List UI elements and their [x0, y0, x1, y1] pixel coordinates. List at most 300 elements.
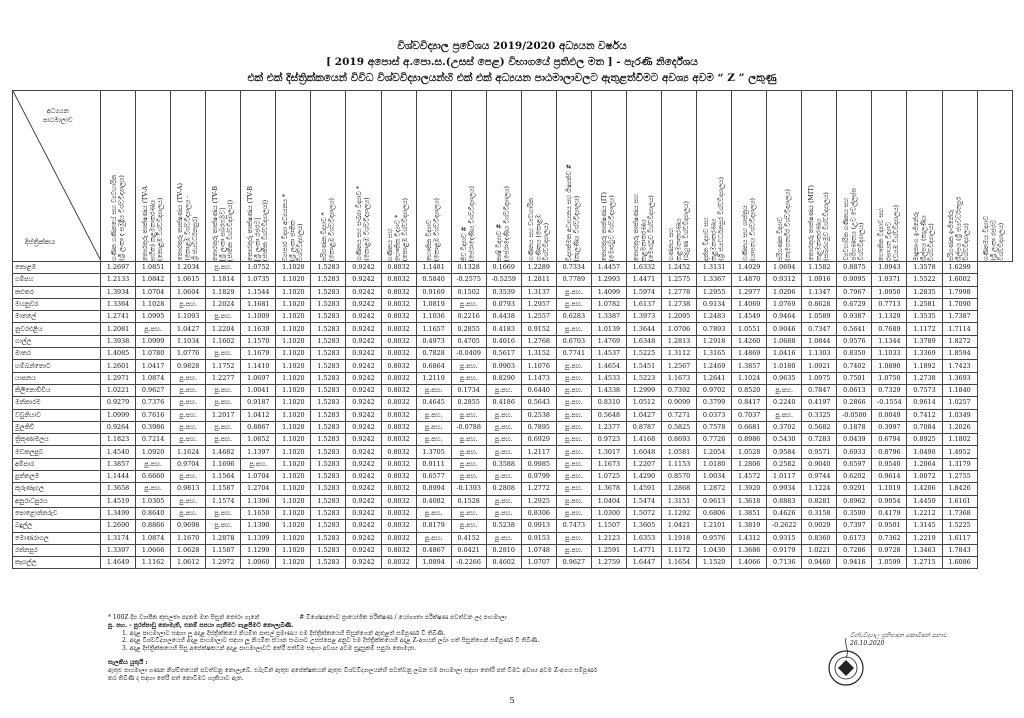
z-score-cell: 1.1802 [942, 434, 977, 446]
z-score-cell: 0.5840 [416, 274, 451, 286]
z-score-cell: පු.පහ. [451, 372, 486, 384]
z-score-cell: 0.9464 [767, 311, 802, 323]
z-score-cell: 1.7387 [942, 311, 977, 323]
z-score-cell: පු.පහ. [451, 446, 486, 458]
z-score-cell: 0.8796 [872, 446, 907, 458]
z-score-cell: 0.4186 [486, 397, 521, 409]
z-score-cell: 1.0842 [136, 274, 171, 286]
z-score-cell: 0.9571 [802, 446, 837, 458]
z-score-cell: 1.4591 [626, 483, 661, 495]
z-score-cell: 0.8032 [381, 495, 416, 507]
z-score-cell: 1.4206 [907, 483, 942, 495]
column-header-label: තොරතුරු තාක්ෂණය (TV-A සහිත) කළමනාකරණය (කොළඹ විශ්වවිද්‍යාලය) [141, 185, 164, 261]
z-score-cell: 0.9169 [416, 286, 451, 298]
z-score-cell: 1.5283 [311, 446, 346, 458]
z-score-cell: 1.1624 [171, 446, 206, 458]
z-score-cell: 0.7573 [907, 384, 942, 396]
z-score-cell: 1.0769 [767, 298, 802, 310]
z-score-cell: 0.9584 [767, 446, 802, 458]
z-score-cell: 0.9242 [346, 372, 381, 384]
z-score-cell: 1.0371 [872, 274, 907, 286]
column-header-label: ගණිත ගණිතයේ සහ ව්‍යවහාරික (ශ්‍රී ලංකා ද සමුද්‍රීය විශ්වවිද්‍යාලය) [110, 175, 126, 261]
column-header [591, 91, 626, 262]
district-name: කුරුණෑගල [13, 483, 101, 495]
z-score-cell: 1.1019 [872, 483, 907, 495]
z-score-cell: 0.8693 [662, 434, 697, 446]
z-score-cell: 0.9702 [697, 384, 732, 396]
z-score-cell: 1.4769 [591, 335, 626, 347]
z-score-cell: 1.6117 [942, 532, 977, 544]
z-score-cell: පු.පහ. [556, 397, 591, 409]
z-score-cell: 0.9242 [346, 348, 381, 360]
z-score-cell: 1.5283 [311, 421, 346, 433]
z-score-cell: 0.8032 [381, 384, 416, 396]
z-score-cell: 0.8032 [381, 446, 416, 458]
z-score-cell: 1.3499 [101, 507, 136, 519]
commission-seal-icon [826, 638, 868, 690]
z-score-cell: 0.6173 [837, 532, 872, 544]
z-score-cell: 0.7828 [416, 348, 451, 360]
table-row [13, 471, 1013, 483]
z-score-cell: 1.1020 [276, 274, 311, 286]
z-score-cell: 1.0704 [241, 471, 276, 483]
z-score-cell: 1.6447 [626, 557, 661, 569]
z-score-cell: 1.5283 [311, 397, 346, 409]
district-name: මොණරාගල [13, 532, 101, 544]
z-score-cell: 1.2483 [697, 311, 732, 323]
z-score-cell: 1.2591 [591, 544, 626, 556]
z-score-cell: 1.1028 [136, 298, 171, 310]
z-score-cell: 0.9312 [767, 274, 802, 286]
column-header-label: ගණිතය සහ භෞතික විද්‍යාව * (කොළඹ විශ්වවිද්‍යාලය) [387, 197, 410, 261]
z-score-cell: 0.9576 [837, 335, 872, 347]
z-score-cell: 0.9635 [767, 372, 802, 384]
corner-header-cell [13, 91, 101, 262]
z-score-cell: 1.5223 [626, 372, 661, 384]
z-score-cell: 0.7789 [556, 274, 591, 286]
z-score-cell: පු.පහ. [556, 495, 591, 507]
z-score-cell: පු.පහ. [486, 532, 521, 544]
z-score-cell: 0.6729 [837, 298, 872, 310]
z-score-cell: 0.6577 [416, 471, 451, 483]
z-score-cell: 1.2119 [416, 372, 451, 384]
z-score-cell: 0.6703 [556, 335, 591, 347]
district-name: හම්බන්තොට [13, 360, 101, 372]
z-score-cell: 0.5643 [521, 397, 556, 409]
z-score-cell: පු.පහ. [556, 286, 591, 298]
column-header [942, 91, 977, 262]
column-header-label: ගණිතය සහ ව්‍යවහාරික ගණිතය (කොළඹ විශ්වවිද්‍යාලය) [527, 198, 550, 261]
column-header-label: ගණිතමය විද්‍යාව (ශ්‍රී ලංකා රජරට විශ්වවිද්‍යාලය) [983, 216, 1006, 261]
z-score-cell: 0.7084 [907, 421, 942, 433]
z-score-cell: 1.0180 [767, 360, 802, 372]
z-score-cell: පු.පහ. [486, 471, 521, 483]
z-score-cell: 1.0512 [626, 397, 661, 409]
z-score-cell: 0.7689 [872, 323, 907, 335]
z-score-cell: පු.පහ. [767, 384, 802, 396]
z-score-cell: 1.1020 [276, 298, 311, 310]
z-score-cell: 1.0851 [136, 262, 171, 274]
z-score-cell: 1.0852 [241, 434, 276, 446]
z-score-cell: 0.9242 [346, 434, 381, 446]
z-score-cell: -0.1554 [872, 397, 907, 409]
z-score-cell: 1.1020 [276, 544, 311, 556]
column-header [662, 91, 697, 262]
z-score-cell: 0.8570 [662, 471, 697, 483]
z-score-cell: 0.8875 [837, 262, 872, 274]
column-header [451, 91, 486, 262]
z-score-cell: 1.2778 [662, 286, 697, 298]
z-score-cell: 1.2972 [206, 557, 241, 569]
abbreviation-note: පු. පහ. - පුරප්පාඩු නොමැති, එනම් සපයා ගැනීමට ගැළපීමට නොලැබිණි. [108, 621, 294, 629]
column-header [101, 91, 136, 262]
table-row [13, 384, 1013, 396]
z-score-cell: 0.7376 [136, 397, 171, 409]
z-score-cell: 0.7895 [521, 421, 556, 433]
z-score-cell: 1.5522 [907, 274, 942, 286]
z-score-cell: 0.7271 [662, 409, 697, 421]
z-score-cell: 1.0752 [241, 262, 276, 274]
z-score-cell: 0.9242 [346, 507, 381, 519]
z-score-cell: 0.8994 [416, 483, 451, 495]
district-name: බදුල්ල [13, 520, 101, 532]
z-score-cell: 1.3693 [942, 372, 977, 384]
z-score-cell: 1.2101 [697, 520, 732, 532]
z-score-cell: 1.2557 [521, 311, 556, 323]
signature-date: 26.10.2020 [850, 640, 885, 647]
z-score-cell: 1.5283 [311, 335, 346, 347]
z-score-cell: 1.4549 [732, 311, 767, 323]
z-score-cell: 1.4519 [101, 495, 136, 507]
district-name: කොළඹ [13, 262, 101, 274]
column-header [872, 91, 907, 262]
table-row [13, 323, 1013, 335]
z-score-cell: 0.9242 [346, 532, 381, 544]
z-score-cell: 1.5283 [311, 483, 346, 495]
z-score-cell: 0.8032 [381, 507, 416, 519]
z-score-cell: පු.පහ. [206, 262, 241, 274]
z-score-cell: 0.7402 [837, 360, 872, 372]
z-score-cell: 1.1020 [276, 348, 311, 360]
z-score-cell: 1.1020 [276, 471, 311, 483]
z-score-cell: පු.පහ. [136, 323, 171, 335]
z-score-cell: 0.7616 [136, 409, 171, 421]
z-score-cell: 1.5283 [311, 507, 346, 519]
z-score-cell: 1.1399 [241, 532, 276, 544]
z-score-cell: 1.2452 [662, 262, 697, 274]
z-score-cell: පු.පහ. [486, 421, 521, 433]
z-score-cell: 1.1564 [206, 471, 241, 483]
z-score-cell: 1.0072 [907, 471, 942, 483]
z-score-cell: පු.පහ. [206, 311, 241, 323]
z-score-cell: 0.7578 [697, 421, 732, 433]
column-header [697, 91, 732, 262]
z-score-cell: 1.1650 [241, 507, 276, 519]
z-score-cell: 1.2133 [101, 274, 136, 286]
district-name: මන්නාරම [13, 397, 101, 409]
table-row [13, 507, 1013, 519]
z-score-cell: පු.පහ. [171, 495, 206, 507]
z-score-cell: 0.9242 [346, 557, 381, 569]
z-score-cell: 0.9187 [241, 397, 276, 409]
table-row [13, 409, 1013, 421]
important-line-2: කර තිබිණි ද සඳහා තේරී පත් නොවීමට හැකියාව ඇත. [108, 674, 244, 682]
z-score-cell: 0.9111 [416, 458, 451, 470]
z-score-cell: 1.5283 [311, 360, 346, 372]
z-score-cell: 1.0412 [241, 409, 276, 421]
z-score-cell: 1.5283 [311, 532, 346, 544]
z-score-cell: 0.9242 [346, 384, 381, 396]
z-score-cell: 1.1520 [697, 557, 732, 569]
z-score-cell: 1.2026 [942, 421, 977, 433]
z-score-cell: 1.3364 [101, 298, 136, 310]
z-score-cell: 0.7362 [872, 532, 907, 544]
z-score-cell: 1.0498 [907, 446, 942, 458]
z-score-cell: 0.9242 [346, 335, 381, 347]
z-score-cell: 0.9040 [802, 458, 837, 470]
z-score-cell: 0.3158 [802, 507, 837, 519]
z-score-cell: 0.8032 [381, 483, 416, 495]
z-score-cell: 1.3851 [732, 507, 767, 519]
z-score-cell: 0.9460 [802, 557, 837, 569]
z-score-cell: 1.5474 [626, 495, 661, 507]
z-score-cell: 0.7713 [872, 298, 907, 310]
table-row [13, 348, 1013, 360]
z-score-cell: පු.පහ. [416, 532, 451, 544]
z-score-cell: 1.7423 [942, 360, 977, 372]
z-score-cell: 1.5451 [626, 360, 661, 372]
z-score-cell: 0.8032 [381, 397, 416, 409]
column-header-label: පරිගණක විද්‍යාව * (කොළඹ විශ්වවිද්‍යාලය) [320, 197, 336, 261]
z-score-cell: 1.2715 [907, 557, 942, 569]
z-score-cell: 1.1673 [591, 458, 626, 470]
z-score-cell: පු.පහ. [136, 483, 171, 495]
z-score-cell: 1.0694 [767, 262, 802, 274]
z-score-cell: 1.1582 [802, 262, 837, 274]
z-score-cell: පු.පහ. [556, 372, 591, 384]
z-score-cell: 0.8032 [381, 532, 416, 544]
z-score-cell: 0.4626 [767, 507, 802, 519]
table-row [13, 446, 1013, 458]
z-score-cell: පු.පහ. [556, 532, 591, 544]
district-name: මුලතිව් [13, 421, 101, 433]
z-score-cell: 0.4438 [486, 311, 521, 323]
z-score-cell: 1.2925 [521, 495, 556, 507]
z-score-cell: 0.6597 [837, 458, 872, 470]
z-score-cell: 0.2538 [521, 409, 556, 421]
z-score-cell: 1.1009 [241, 311, 276, 323]
z-score-cell: පු.පහ. [486, 507, 521, 519]
z-score-cell: 1.4260 [732, 335, 767, 347]
z-score-cell: 1.1020 [276, 520, 311, 532]
z-score-cell: 1.3857 [101, 458, 136, 470]
table-row [13, 335, 1013, 347]
column-header-label: තොරතුරු තාක්ෂණය (TV-B [ශ්‍රී ලංකා රජරට] (ජාතික විශ්වවිද්‍යාලය)) [247, 185, 270, 261]
z-score-cell: 1.2738 [662, 298, 697, 310]
column-header-label: දත්ත විද්‍යාව සහ කළමනාකරණය (ශ්‍රී ජයවර්ධනපුර විශ්වවිද්‍යාලය) [702, 177, 725, 261]
z-score-cell: 1.0139 [591, 323, 626, 335]
z-score-cell: 0.9046 [767, 323, 802, 335]
z-score-cell: පු.පහ. [556, 421, 591, 433]
title-line-3: එක් එක් දිස්ත්‍රික්කයෙන් විවිධ විශ්වවිද්‍යාලයන්හි එක් එක් අධ්‍යයන පාඨමාලාවලට ඇතුළත්වීමට අවශ්‍ය අවම “ Z ” ලකුණු [247, 72, 777, 84]
z-score-cell: 1.7998 [942, 286, 977, 298]
z-score-cell: 1.6161 [942, 495, 977, 507]
z-score-cell: 1.5283 [311, 262, 346, 274]
z-score-cell: 0.9242 [346, 471, 381, 483]
z-score-cell: 1.2957 [521, 298, 556, 310]
z-score-cell: 0.9264 [101, 421, 136, 433]
z-score-cell: 1.3369 [907, 348, 942, 360]
z-score-cell: 0.9242 [346, 458, 381, 470]
z-score-cell: 0.9099 [662, 397, 697, 409]
z-score-cell: 0.9242 [346, 520, 381, 532]
z-score-cell: 1.4168 [626, 434, 661, 446]
column-header-label: ජීව විද්‍යාව # (පේරාදෙණිය විශ්වවිද්‍යාලය) [461, 185, 476, 261]
column-header [346, 91, 381, 262]
z-score-cell: 0.9134 [697, 298, 732, 310]
z-score-cell: පු.පහ. [556, 544, 591, 556]
z-score-cell: 0.2240 [767, 397, 802, 409]
z-score-cell: 1.2993 [591, 274, 626, 286]
z-score-cell: 1.3112 [662, 348, 697, 360]
z-score-cell: 0.8986 [732, 434, 767, 446]
z-score-cell: 1.1020 [276, 397, 311, 409]
z-score-cell: 1.5283 [311, 384, 346, 396]
z-score-cell: 0.6794 [872, 434, 907, 446]
z-score-cell: 0.0613 [837, 384, 872, 396]
z-score-cell: පු.පහ. [556, 298, 591, 310]
district-name: කළුතර [13, 286, 101, 298]
z-score-cell: පු.පහ. [171, 298, 206, 310]
column-header-label: තොරතුරු තාක්ෂණය (TV-B [ශ්‍රී ලංකා සබරගමුව] (ජාතික විශ්වවිද්‍යාලය)) [211, 185, 234, 261]
z-score-cell: 0.2216 [451, 311, 486, 323]
district-name: රත්නපුර [13, 544, 101, 556]
z-score-cell: 1.1570 [241, 335, 276, 347]
z-score-cell: 1.2212 [907, 507, 942, 519]
z-score-cell: පු.පහ. [556, 360, 591, 372]
z-score-cell: 1.3973 [626, 311, 661, 323]
z-score-cell: 1.2377 [591, 421, 626, 433]
z-score-cell: 0.9291 [837, 483, 872, 495]
z-score-cell: 1.8426 [942, 483, 977, 495]
z-score-cell: 1.0920 [136, 446, 171, 458]
column-header [276, 91, 311, 262]
z-score-cell: 0.8032 [381, 372, 416, 384]
z-score-cell: 1.4537 [591, 348, 626, 360]
z-score-cell: 1.1162 [136, 557, 171, 569]
z-score-cell: පු.පහ. [171, 471, 206, 483]
column-header [907, 91, 942, 262]
z-score-cell: 0.8032 [381, 434, 416, 446]
z-score-cell: 0.8032 [381, 458, 416, 470]
z-score-cell: 1.1020 [276, 495, 311, 507]
z-score-cell: 1.2872 [697, 483, 732, 495]
z-score-cell: 1.6002 [942, 274, 977, 286]
z-score-cell: 0.9501 [872, 520, 907, 532]
z-score-cell: 1.0960 [241, 557, 276, 569]
z-score-cell: 0.9614 [872, 471, 907, 483]
district-name: ත්‍රිකුණාමලය [13, 434, 101, 446]
z-score-cell: 0.7347 [802, 323, 837, 335]
z-score-cell: 1.5283 [311, 274, 346, 286]
z-score-cell: 1.1172 [662, 544, 697, 556]
note-1: 1. අදාළ පාඨමාලාව සඳහා ලූ අදාළ දිස්ත්‍රික්කයේ නියමිත පාසල් ප්‍රමාණය එම දිස්ත්‍රික්කයෙහි සිසුන්ගෙන් ඇතුළත් සම්පූර්ණ වී තිබිණි. [122, 629, 446, 637]
z-score-cell: 0.0049 [872, 409, 907, 421]
z-score-cell: 1.0750 [872, 372, 907, 384]
table-row [13, 274, 1013, 286]
z-score-cell: 1.5283 [311, 557, 346, 569]
z-score-cell: 0.4973 [416, 335, 451, 347]
z-score-cell: 0.8867 [241, 421, 276, 433]
column-header [311, 91, 346, 262]
z-score-cell: 0.9152 [521, 323, 556, 335]
column-header [767, 91, 802, 262]
z-score-cell: -0.2266 [451, 557, 486, 569]
z-score-cell: 0.9913 [521, 520, 556, 532]
z-score-cell: පු.පහ. [416, 507, 451, 519]
z-score-cell: 0.6864 [416, 360, 451, 372]
z-score-cell: 1.1823 [101, 434, 136, 446]
z-score-cell: 0.8306 [521, 507, 556, 519]
z-score-cell: 1.1020 [276, 421, 311, 433]
z-score-cell: 0.8883 [767, 495, 802, 507]
z-score-cell: පු.පහ. [171, 372, 206, 384]
z-score-cell: 1.0995 [136, 311, 171, 323]
z-score-cell: 1.1639 [241, 323, 276, 335]
z-score-cell: 1.0748 [521, 544, 556, 556]
district-name: නුවරඑළිය [13, 323, 101, 335]
column-header-label: ගණනය සහ කළමනාකරණය (රුහුණ විශ්වවිද්‍යාලය) [667, 201, 690, 261]
z-score-cell: 1.1602 [206, 335, 241, 347]
z-score-cell: 1.4069 [732, 298, 767, 310]
z-score-cell: පු.පහ. [451, 507, 486, 519]
z-score-cell: 0.8032 [381, 348, 416, 360]
z-score-cell: 1.2878 [206, 532, 241, 544]
z-score-cell: 1.1020 [276, 483, 311, 495]
z-score-cell: 1.4085 [101, 348, 136, 360]
legend-hash: # විශේෂඥතාව ප්‍රායෝගික පරීක්ෂණ / යෝග්‍යතා පරීක්ෂණ පවත්වන ලද පාඨමාලා [299, 614, 507, 621]
z-score-cell: 0.2582 [767, 458, 802, 470]
table-row [13, 421, 1013, 433]
z-score-cell: 0.9242 [346, 483, 381, 495]
z-score-cell: 1.3938 [101, 335, 136, 347]
z-score-cell: 1.2772 [521, 483, 556, 495]
z-score-cell: 0.8032 [381, 557, 416, 569]
z-score-cell: පු.පහ. [451, 409, 486, 421]
z-score-cell: පු.පහ. [451, 360, 486, 372]
z-score-cell: 1.1752 [206, 360, 241, 372]
z-score-cell: 1.1829 [206, 286, 241, 298]
z-score-cell: 1.0221 [802, 544, 837, 556]
z-score-cell: 0.8032 [381, 274, 416, 286]
z-score-cell: 0.7412 [907, 409, 942, 421]
column-header [977, 91, 1012, 262]
z-score-cell: 0.9744 [802, 471, 837, 483]
z-score-cell: 0.8032 [381, 421, 416, 433]
z-score-cell: 1.4099 [591, 286, 626, 298]
z-score-cell: 1.1299 [241, 544, 276, 556]
z-score-cell: 0.4705 [451, 335, 486, 347]
z-score-cell: 0.4645 [416, 397, 451, 409]
column-header-label: තොරතුරු තාක්ෂණය (MIT) කළමනාකරණය (සබරගමුව විශ්වවිද්‍යාලය) [808, 185, 831, 261]
z-score-cell: 0.1528 [451, 495, 486, 507]
z-score-cell: 1.5283 [311, 544, 346, 556]
z-score-cell: 1.0581 [662, 446, 697, 458]
z-score-cell: 0.8032 [381, 360, 416, 372]
z-score-cell: 1.5283 [311, 372, 346, 384]
z-score-cell: 1.0999 [136, 335, 171, 347]
z-score-cell: 1.3397 [101, 544, 136, 556]
